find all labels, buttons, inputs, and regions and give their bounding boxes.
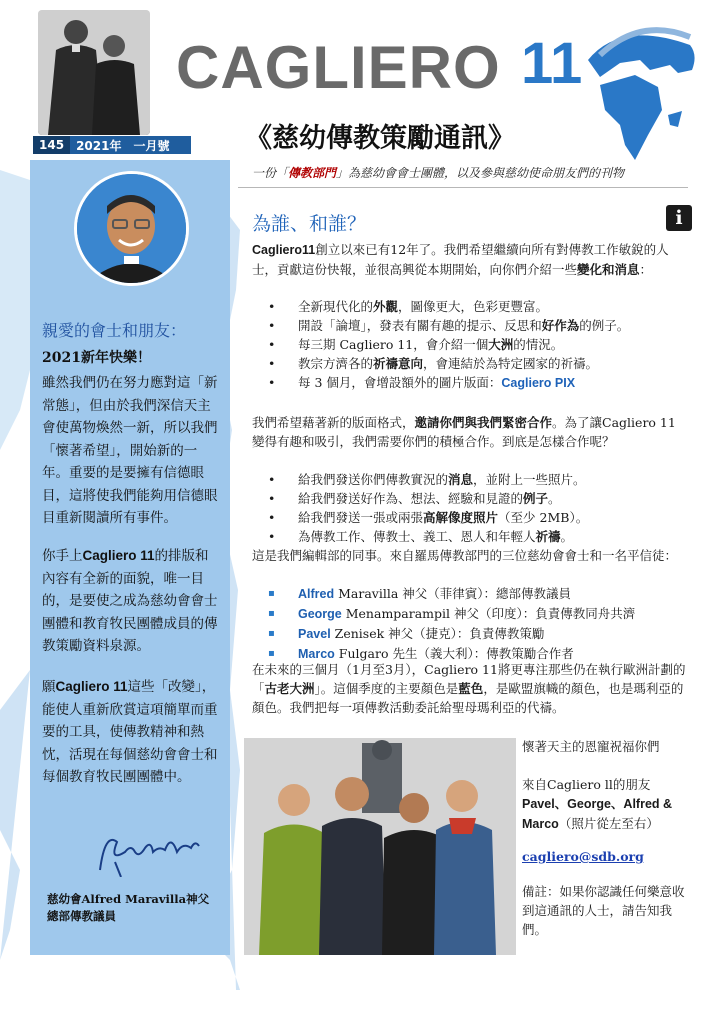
team-list (252, 584, 688, 664)
closing-names: Pavel、George、Alfred & Marco（照片從左至右） (522, 797, 673, 831)
team-member: ▪ Marco Fulgaro 先生（義大利）：傳教策勵合作者 (252, 644, 688, 664)
team-member: ▪ Pavel Zenisek 神父（捷克）：負責傳教策勵 (252, 624, 688, 644)
team-photo (244, 738, 516, 955)
logo-word: CAGLIERO (176, 34, 501, 101)
list-item: • 給我們發送好作為、想法、經驗和見證的例子。 (252, 489, 688, 508)
signature-name-line-1: 慈幼會Alfred Maravilla神父 (47, 892, 210, 906)
list-item: • 全新現代化的外觀，圖像更大，色彩更豐富。 (252, 297, 688, 316)
issue-number: 145 (33, 136, 70, 154)
closing-from-line: 來自Cagliero ll的朋友 (522, 777, 651, 792)
issue-bar (33, 136, 191, 154)
quarter-focus-paragraph: 在未來的三個月（1月至3月），Cagliero 11將更專注那些仍在執行歐洲計劃的「古老大洲」。這個季度的主要顏色是藍色，是歐盟旗幟的顏色，也是瑪利亞的顏色。我們把每一項傳教活動委託給聖母瑪利亞的代禱。 (252, 662, 686, 715)
greeting: 親愛的會士和朋友： (42, 321, 187, 340)
sidebar-paragraph-3: 願Cagliero 11這些「改變」，能使人重新欣賞這項簡單而重要的工具，使傳教精神和熱忱，活現在每個慈幼會會士和每個教育牧民團團體中。 (42, 679, 218, 785)
signature-name-line-2: 總部傳教議員 (47, 909, 116, 923)
issue-date: 2021年 一月號 (76, 138, 170, 153)
sidebar-paragraph-1: 雖然我們仍在努力應對這「新常態」，但由於我們深信天主會使萬物煥然一新，所以我們「懷著希望」，開始新的一年。重要的是要擁有信德眼目，這將使我們能夠用信德眼目重新閱讀所有事件。 (42, 375, 218, 526)
collaboration-list (252, 470, 688, 546)
changes-list (252, 297, 688, 393)
section-title: 為誰、和誰？ (252, 213, 367, 235)
team-member: ▪ Alfred Maravilla 神父（菲律賓）：總部傳教議員 (252, 584, 688, 604)
list-item: • 為傳教工作、傳教士、義工、恩人和年輕人祈禱。 (252, 527, 688, 546)
header-divider (238, 187, 688, 188)
team-intro-paragraph: 這是我們編輯部的同事。來自羅馬傳教部門的三位慈幼會會士和一名平信徒： (252, 548, 678, 563)
author-portrait (74, 171, 189, 286)
sidebar-paragraph-2: 你手上Cagliero 11的排版和內容有全新的面貌，唯一目的，是要使之成為慈幼會會士團體和教育牧民團體成員的傳教策勵資料泉源。 (42, 548, 218, 654)
closing-note: 備註：如果你認識任何樂意收到這通訊的人士，請告知我們。 (522, 884, 685, 937)
closing-blessing: 懷著天主的恩寵祝福你們 (522, 739, 660, 754)
intro-paragraph: Cagliero11創立以來已有12年了。我們希望繼續向所有對傳教工作敏銳的人士，貢獻這份快報，並很高興從本期開始，向你們介紹一些變化和消息： (252, 242, 669, 277)
newsletter-title: 《慈幼傳教策勵通訊》 (245, 123, 515, 154)
contact-email-link[interactable]: cagliero@sdb.org (522, 849, 644, 864)
signature-name (47, 891, 209, 925)
list-item: • 每三期 Cagliero 11，會介紹一個大洲的情況。 (252, 335, 688, 354)
newsletter-subtitle: 一份「傳教部門」為慈幼會會士團體，以及參與慈幼使命朋友們的刊物 (252, 166, 625, 180)
cagliero-pix-label: Cagliero PIX (501, 376, 576, 390)
team-member: ▪ George Menamparampil 神父（印度）：負責傳教同舟共濟 (252, 604, 688, 624)
globe-icon (580, 15, 700, 165)
list-item: • 每 3 個月，會增設額外的圖片版面：Cagliero PIX (252, 373, 688, 393)
list-item: • 教宗方濟各的祈禱意向，會連結於為特定國家的祈禱。 (252, 354, 688, 373)
logo-number: 11 (521, 31, 583, 96)
closing-from (522, 775, 692, 834)
list-item: • 開設「論壇」，發表有關有趣的提示、反思和好作為的例子。 (252, 316, 688, 335)
header-historic-photo (38, 10, 150, 135)
info-icon: i (666, 205, 692, 231)
collaboration-paragraph: 我們希望藉著新的版面格式，邀請你們與我們緊密合作。為了讓Cagliero 11變得有趣和吸引，我們需要你們的積極合作。到底是怎樣合作呢？ (252, 415, 676, 449)
list-item: • 給我們發送你們傳教實況的消息，並附上一些照片。 (252, 470, 688, 489)
list-item: • 給我們發送一張或兩張高解像度照片（至少 2MB）。 (252, 508, 688, 527)
new-year-wish: 2021新年快樂！ (42, 350, 151, 366)
handwritten-signature (95, 822, 205, 877)
